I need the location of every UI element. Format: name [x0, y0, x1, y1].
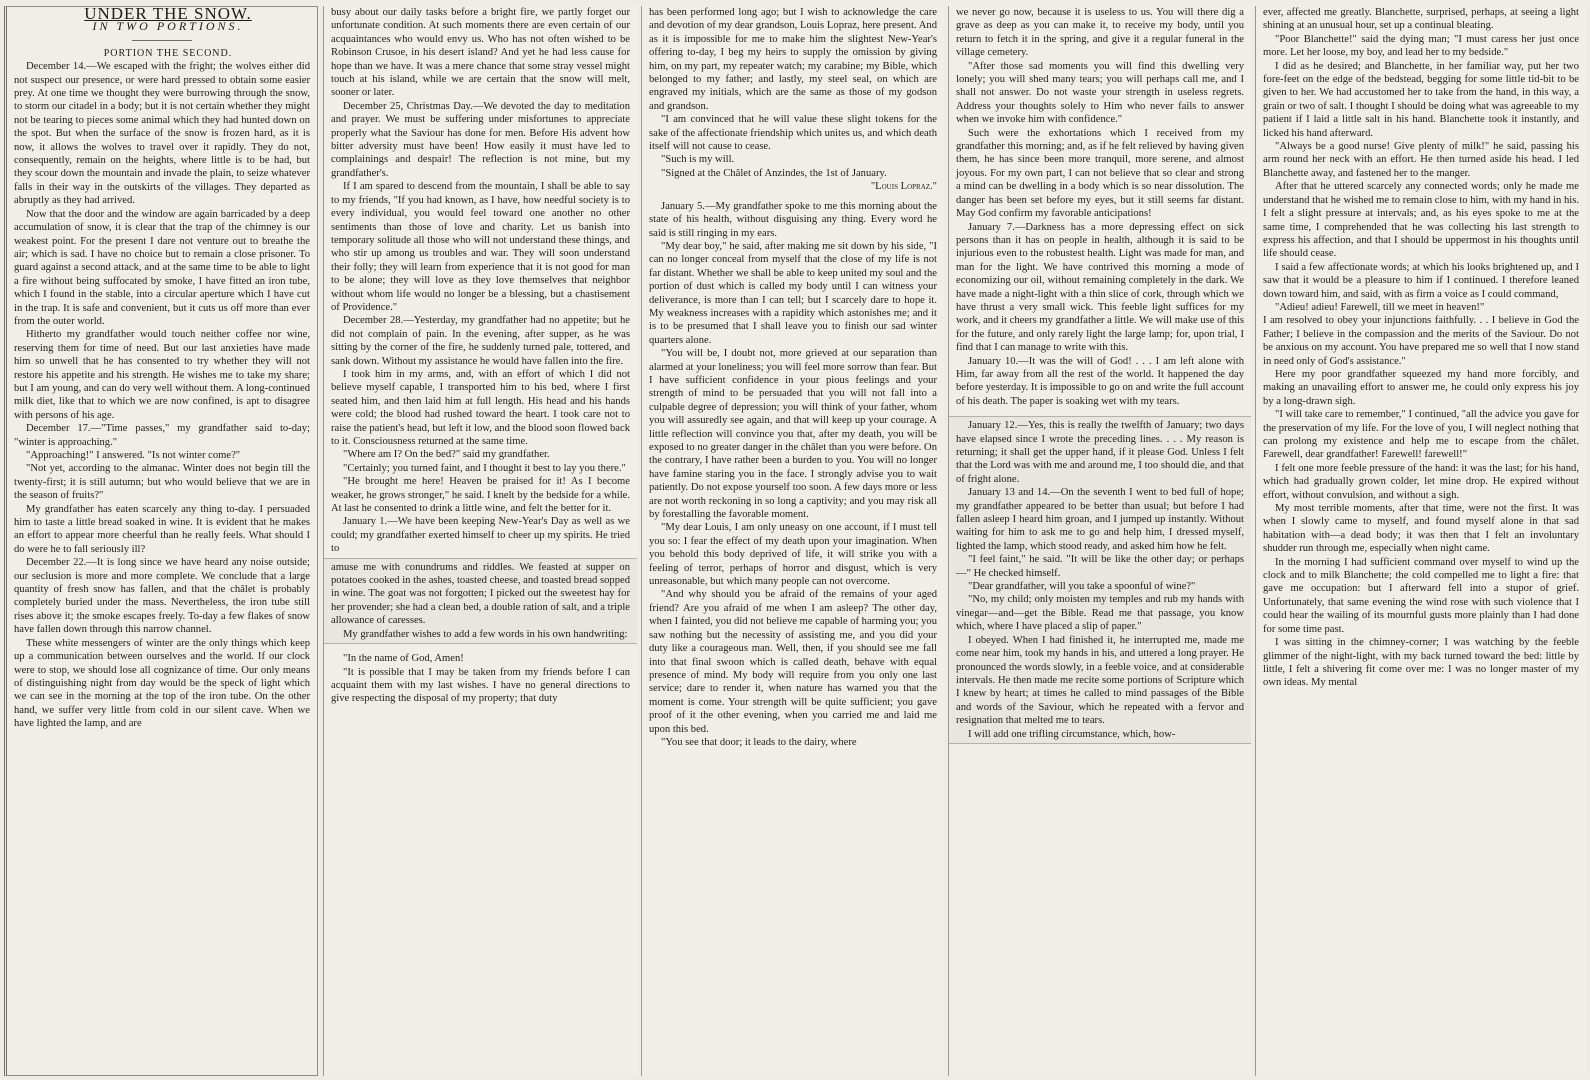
paragraph: I felt one more feeble pressure of the hand: it was the last; for his hand, which had gradually grown colder, let mine drop. He expired without effort, without convulsion, and without a sigh.	[1263, 462, 1579, 501]
paragraph: busy about our daily tasks before a bright fire, we partly forget our unfortunate condition. At such moments there are even certain of our acquaintances who would envy us. Who has not often wished to be Robinson Crusoe, in his desert island? And yet he had less cause for hope than we have. It was a mere chance that some stray vessel might touch at his island, while we are certain that the snow will melt, sooner or later.	[331, 7, 630, 99]
paragraph: "Not yet, according to the almanac. Winter does not begin till the twenty-first; it is still autumn; but who would believe that we are in the season of fruits?"	[14, 463, 310, 502]
article-title: UNDER THE SNOW.	[84, 6, 252, 23]
paragraph: "My dear boy," he said, after making me sit down by his side, "I can no longer conceal from myself that the close of my life is not far distant. Whether we shall be able to keep united my soul and the portion of dust which is called my body until I can witness your deliverance, is more than I can tell; but I scarcely dare to hope it. My weakness increases with a rapidity which astonishes me; and it is to be presumed that I shall leave you to finish our sad winter quarters alone.	[649, 240, 937, 346]
paragraph: I said a few affectionate words; at which his looks brightened up, and I saw that it would be a pleasure to him if I continued. I therefore leaned down toward him, and said, with as firm a voice as I could command,	[1263, 261, 1579, 300]
pasted-clipping	[324, 558, 637, 644]
paragraph: "He brought me here! Heaven be praised for it! As I become weaker, he grows stronger," he said. I knelt by the bedside for a while. At last he consented to drink a little wine, and felt the better for it.	[331, 476, 630, 515]
paragraph: December 25, Christmas Day.—We devoted the day to meditation and prayer. We must be suffering under misfortunes to appreciate properly what the Saviour has done for men. Before His advent how bitter adversity must have been! How easily it must have led to complainings and despair! The reflection is not mine, but my grandfather's.	[331, 100, 630, 179]
paragraph: After that he uttered scarcely any connected words; only he made me understand that he wished me to remain close to him, with my hand in his. I felt a slight pressure at intervals; and, as his eyes spoke to me at the same time, I comprehended that he was collecting his last strength to express his affection, and that I should be uppermost in his thoughts until life should cease.	[1263, 181, 1579, 260]
paragraph: December 22.—It is long since we have heard any noise outside; our seclusion is more and more complete. We conclude that a large quantity of fresh snow has fallen, and that the châlet is probably completely buried under the mass. Nevertheless, the iron tube still rises above it; the smoke escapes freely. To-day a few flakes of snow have fallen down through this narrow channel.	[14, 557, 310, 636]
paragraph: December 14.—We escaped with the fright; the wolves either did not suspect our presence, or were hard pressed to obtain some easier prey. At one time we thought they were burrowing through the snow, to storm our citadel in a body; but it is not certain whether they might not be tearing to pieces some animal which they had hunted down on the spot. But when the surface of the snow is frozen hard, as it is now, it allows the wolves to travel over it rapidly. They do not, consequently, remain on the heights, where little is to be had, but they scour down the mountain and invade the plain, to seize whatever falls in their way in the outskirts of the villages. They departed as abruptly as they had arrived.	[14, 61, 310, 207]
paragraph: My grandfather has eaten scarcely any thing to-day. I persuaded him to taste a little bread soaked in wine. It is evident that he makes an effort to appear more cheerful than he really feels. What should I do were he to fall seriously ill?	[14, 503, 310, 555]
paragraph: "Adieu! adieu! Farewell, till we meet in heaven!"	[1275, 301, 1485, 313]
paragraph: "Approaching!" I answered. "Is not winter come?"	[26, 450, 241, 461]
paragraph: December 17.—"Time passes," my grandfather said to-day; "winter is approaching."	[14, 423, 310, 448]
paragraph: I was sitting in the chimney-corner; I was watching by the feeble glimmer of the night-light, with my back turned toward the bed: little by little, I felt a shivering fit come over me: I was no longer master of my own ideas. My mental	[1263, 637, 1579, 689]
paragraph: My grandfather wishes to add a few words in his own handwriting:	[343, 628, 628, 640]
paragraph: I did as he desired; and Blanchette, in her familiar way, put her two fore-feet on the edge of the bedstead, begging for some little tid-bit to be given to her. We had accustomed her to take from the hand, in this way, a grain or two of salt. I thought I should be doing what was agreeable to my patient if I laid a little salt in his hand. Blanchette took it instantly, and licked his hand afterward.	[1263, 60, 1579, 139]
article-subtitle: IN TWO PORTIONS.	[92, 19, 244, 34]
pasted-clipping	[949, 416, 1251, 744]
paragraph: ever, affected me greatly. Blanchette, surprised, perhaps, at seeing a light shining at an unusual hour, set up a continual bleating.	[1263, 7, 1579, 32]
paragraph: "Certainly; you turned faint, and I thought it best to lay you there."	[343, 462, 626, 474]
paragraph: If I am spared to descend from the mountain, I shall be able to say to my friends, "If you had known, as I have, how needful society is to every individual, you would feel toward one another no other sentiments than those of love and charity. Let us banish into temporary solitude all those who will not understand these things, and who stir up among us troubles and war. They will soon understand their folly; they will learn from experience that it is not good for man to be alone; they will love as they love themselves that neighbor without whom life would no longer be a blessing, but a chastisement of Providence."	[331, 181, 630, 313]
paragraph: "Signed at the Châlet of Anzindes, the 1st of January.	[661, 167, 887, 179]
paragraph: Hitherto my grandfather would touch neither coffee nor wine, reserving them for time of need. But our last anxieties have made him so unwell that he has consented to try whether they will not restore his appetite and his strength. He wishes me to take my share; but I am young, and can do very well without them. A long-continued milk diet, like that to which we are now confined, is apt to disagree with persons of his age.	[14, 329, 310, 421]
portion-heading: PORTION THE SECOND.	[103, 47, 233, 59]
paragraph: January 13 and 14.—On the seventh I went to bed full of hope; my grandfather appeared to be better than usual; but before I had fallen asleep I heard him groan, and I jumped up instantly. Without waiting for him to ask me to go and help him, I dressed myself, lighted the lamp, which stood ready, and asked him how he felt.	[956, 487, 1244, 552]
paragraph: Here my poor grandfather squeezed my hand more forcibly, and making an unavailing effort to answer me, he could only express his joy by a long-drawn sigh.	[1263, 368, 1579, 407]
paragraph: "Dear grandfather, will you take a spoonful of wine?"	[968, 581, 1196, 593]
paragraph: "Always be a good nurse! Give plenty of milk!" he said, passing his arm round her neck with an effort. He then turned aside his head. I led Blanchette away, and fastened her to the manger.	[1263, 141, 1579, 179]
paragraph: "I am convinced that he will value these slight tokens for the sake of the affectionate friendship which unites us, and which death itself will not cause to cease.	[649, 114, 937, 153]
column-3	[641, 6, 944, 1076]
title-rule	[132, 40, 192, 41]
paragraph: Now that the door and the window are again barricaded by a deep accumulation of snow, it is clear that the trap of the chimney is our weakest point. For the present I dare not venture out to breathe the air; which is sad. I have no choice but to remain a close prisoner. To guard against a second attack, and at the same time to be able to light a fire without being suffocated by smoke, I have fitted an iron tube, which I found in the stable, into a circular aperture which I have cut in the trap. It is safe and convenient, but it cuts us off more than ever from the outer world.	[14, 208, 310, 327]
paragraph: "You see that door; it leads to the dairy, where	[661, 736, 857, 748]
paragraph: In the morning I had sufficient command over myself to wind up the clock and to milk Blanchette; the cold compelled me to light a fire: that gave me occupation: but I afterward fell into a stupor of grief. Unfortunately, that same evening the wind rose with such violence that I could hear the wailing of its mournful gusts more plainly than I had done for some time past.	[1263, 556, 1579, 635]
paragraph: "Such is my will.	[661, 154, 735, 166]
paragraph: January 7.—Darkness has a more depressing effect on sick persons than it has on people in health, although it is said to be injurious even to the robustest health. Light was made for man, and man for the light. We have contrived this morning a mode of economizing our oil, without remaining completely in the dark. We have made a night-light with a thin slice of cork, through which we have thrust a very small wick. This feeble light suffices for my work, and it cheers my grandfather a little. We will make use of this for the future, and only rarely light the large lamp; for, upon trial, I find that I can manage to write with this.	[956, 221, 1244, 354]
paragraph: "After those sad moments you will find this dwelling very lonely; you will shed many tears; you will perhaps call me, and I shall not answer. Do not waste your strength in useless regrets. Address your thoughts solely to Him who never fails to answer when we invoke him with confidence."	[956, 60, 1244, 126]
paragraph: These white messengers of winter are the only things which keep up a communication between ourselves and the world. If our clock were to stop, we should lose all cognizance of time. Our only means of distinguishing night from day would be the speck of light which we can see in the morning at the top of the iron tube. On the other hand, we suffer very little from cold in our silent cave. When we have lighted the lamp, and are	[14, 637, 310, 730]
paragraph: "You will be, I doubt not, more grieved at our separation than alarmed at your loneliness; you will feel more sorrow than fear. But I have sufficient confidence in your pious feelings and your strength of mind to be persuaded that you will not fall into a culpable degree of depression; you will think of your father, whom you will assuredly see again, and that will keep up your courage. A little reflection will convince you that, after my death, you will be exposed to no greater danger in the châlet than you were before. On the contrary, I have rather been a burden to you. You will no longer have famine staring you in the face. I strongly advise you to wait patiently. Do not expose yourself too soon. A few days more or less are not worth reckoning in so long a captivity; and you may risk all by forestalling the favorable moment.	[649, 348, 937, 521]
paragraph: "No, my child; only moisten my temples and rub my hands with vinegar—and—get the Bible. Read me that passage, you know which, where I have placed a slip of paper."	[956, 594, 1244, 633]
signature: "Louis Lopraz."	[870, 181, 937, 193]
paragraph: we never go now, because it is useless to us. You will there dig a grave as deep as you can make it, to receive my body, until you return to fetch it in the spring, and give it a regular funeral in the village cemetery.	[956, 7, 1244, 59]
paragraph: "I will take care to remember," I continued, "all the advice you gave for the preservation of my life. For the love of you, I will neglect nothing that can prolong my existence and help me to escape from the châlet. Farewell, dear grandfather! Farewell! farewell!"	[1263, 409, 1579, 461]
paragraph: January 5.—My grandfather spoke to me this morning about the state of his health, without disguising any thing. Every word he said is still ringing in my ears.	[649, 200, 937, 239]
column-5	[1255, 6, 1586, 1076]
paragraph: January 1.—We have been keeping New-Year's Day as well as we could; my grandfather exerted himself to cheer up my spirits. He tried to	[331, 516, 630, 555]
paragraph: "Where am I? On the bed?" said my grandfather.	[343, 449, 550, 461]
column-1	[4, 6, 318, 1076]
paragraph: "And why should you be afraid of the remains of your aged friend? Are you afraid of me when I am asleep? The other day, when I fainted, you did not believe me capable of harming you; you saw nothing but the necessity of assisting me, and you did your duty like a courageous man. Well, then, if you should see me fall into that final swoon which is called death, behave with equal presence of mind. My body will require from you only one last service; dare to render it, when nature has warned you that the moment is come. Your strength will be quite sufficient; you gave proof of it the other evening, when you carried me and laid me upon this bed.	[649, 589, 938, 735]
paragraph: December 28.—Yesterday, my grandfather had no appetite; but he did not complain of pain. In the evening, after supper, as he was sitting by the corner of the fire, he suddenly turned pale, tottered, and sank down. Without my assistance he would have fallen into the fire.	[331, 315, 630, 367]
column-2	[323, 6, 637, 1076]
paragraph: has been performed long ago; but I wish to acknowledge the care and devotion of my dear grandson, Louis Lopraz, here present. And as it is impossible for me to make him the slightest New-Year's offering to-day, I beg my heirs to supply the omission by giving him, on my part, my repeater watch; my carabine; my Bible, which belonged to my father; and lastly, my steel seal, on which are engraved my initials, which are the same as those of my godson and grandson.	[649, 7, 937, 112]
paragraph: I took him in my arms, and, with an effort of which I did not believe myself capable, I transported him to his bed, where I first seated him, and then laid him at full length. His head and his hands were cold; the blood had rushed toward the heart. I took care not to raise the patient's head, but left it low, and the blood soon flowed back to it. Consciousness returned at the same time.	[331, 368, 630, 447]
paragraph: "I feel faint," he said. "It will be like the other day; or perhaps—" He checked himself.	[956, 554, 1244, 579]
paragraph: January 10.—It was the will of God! . . . I am left alone with Him, far away from all the rest of the world. It happened the day before yesterday. It is impossible to go on and write the full account of his death. The paper is soaking wet with my tears.	[956, 355, 1244, 407]
paragraph: amuse me with conundrums and riddles. We feasted at supper on potatoes cooked in the ashes, toasted cheese, and toasted bread sopped in wine. The goat was not forgotten; I picked out the sweetest hay for her provender; she had a clean bed, a double ration of salt, and a triple allowance of caresses.	[331, 561, 630, 627]
column-4	[948, 6, 1251, 1076]
paragraph: "In the name of God, Amen!	[343, 653, 464, 665]
spacer	[956, 408, 1244, 414]
paragraph: "Poor Blanchette!" said the dying man; "I must caress her just once more. Let her loose, my boy, and lead her to my bedside."	[1263, 33, 1579, 59]
paragraph: January 12.—Yes, this is really the twelfth of January; two days have elapsed since I wrote the preceding lines. . . . My reason is returning; it shall get the upper hand, if it please God. Unless I felt that the Lord was with me and around me, I too should die, and that of fright alone.	[956, 420, 1244, 485]
paragraph: I am resolved to obey your injunctions faithfully. . . I believe in God the Father; I believe in the compassion and the merits of the Saviour. Do not be anxious on my account. You have prepared me so well that I now stand in need only of God's assistance."	[1263, 315, 1579, 367]
paragraph: My most terrible moments, after that time, were not the first. It was when I slowly came to myself, and found myself alone in that sad habitation with—a dead body; it was then that I felt an involuntary shudder run through me, especially when night came.	[1263, 503, 1579, 555]
paragraph: I obeyed. When I had finished it, he interrupted me, made me come near him, took my hands in his, and uttered a long prayer. He pronounced the words slowly, in a feeble voice, and at considerable intervals. He then made me recite some portions of Scripture which I knew by heart; at times he called to mind passages of the Bible and words of the Saviour, which he repeated with a fervor and resignation that melted me to tears.	[956, 634, 1244, 727]
paragraph: Such were the exhortations which I received from my grandfather this morning; and, as if he felt relieved by having given them, he has since been more tranquil, more serene, and almost joyous. For my own part, I can not believe that so clear and strong a mind can be dwelling in a body which is so near dissolution. The danger has been set before my eyes, but it still seems far distant. May God confirm my favorable anticipations!	[956, 127, 1244, 220]
paragraph: "It is possible that I may be taken from my friends before I can acquaint them with my last wishes. I have no general directions to give respecting the disposal of my property; that duty	[331, 666, 630, 705]
paragraph: "My dear Louis, I am only uneasy on one account, if I must tell you so: I fear the effect of my death upon your imagination. When you behold this body deprived of life, it will strike you with a feeling of terror, perhaps of horror and disgust, which is very unreasonable, but which many people can not overcome.	[649, 522, 937, 588]
paragraph: I will add one trifling circumstance, which, how-	[968, 728, 1176, 740]
